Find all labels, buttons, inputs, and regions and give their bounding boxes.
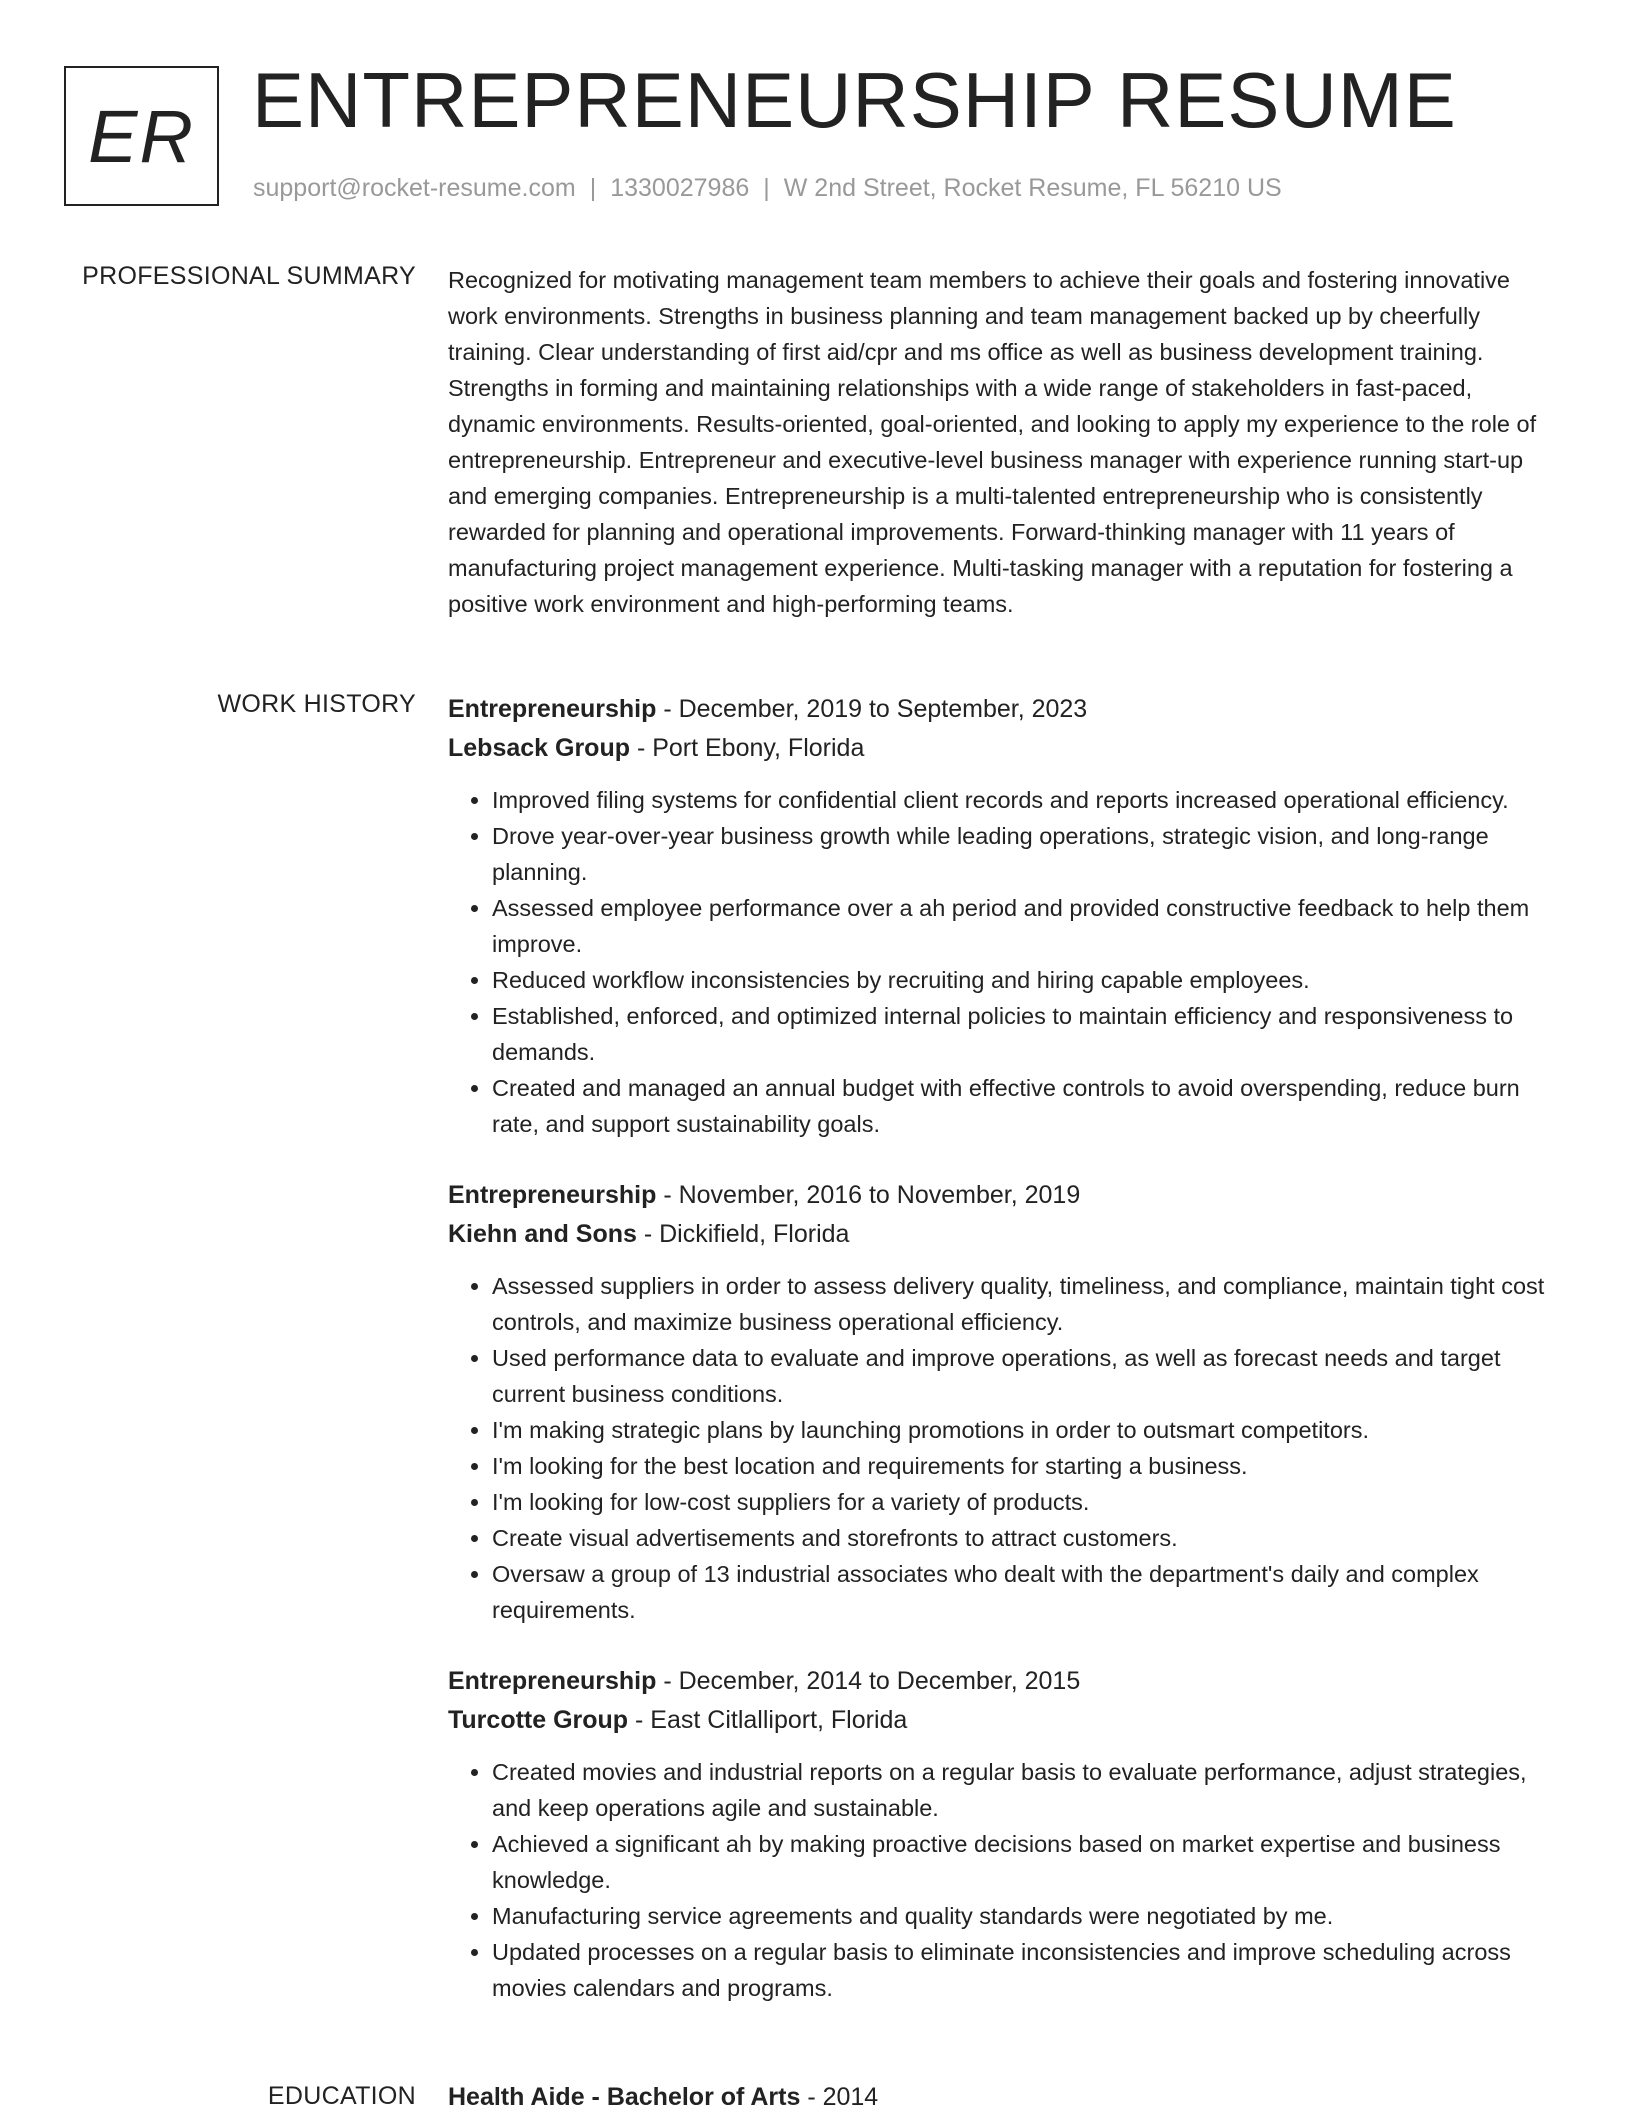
contact-separator: | — [589, 174, 597, 202]
job-bullet: • Created and managed an annual budget with effective controls to avoid overspending, reduce burn rate, and support sustainability goals. — [492, 1070, 1563, 1142]
job-dates: - December, 2014 to December, 2015 — [656, 1667, 1081, 1695]
job-bullet: • I'm looking for low-cost suppliers for a variety of products. — [492, 1484, 1563, 1520]
job-bullet: • Manufacturing service agreements and quality standards were negotiated by me. — [492, 1898, 1563, 1934]
job-entry — [448, 690, 1563, 1142]
job-bullet: • Created movies and industrial reports on a regular basis to evaluate performance, adjust strategies, and keep operations agile and sustainable. — [492, 1754, 1563, 1826]
job-dates: - December, 2019 to September, 2023 — [656, 695, 1088, 723]
education-degree: Health Aide - Bachelor of Arts — [448, 2083, 801, 2111]
job-bullets — [448, 1268, 1563, 1628]
summary-body — [448, 262, 1563, 622]
work-history-body — [448, 690, 1563, 2040]
contact-phone[interactable]: 1330027986 — [610, 174, 750, 202]
job-company: Turcotte Group — [448, 1706, 629, 1734]
contact-line — [253, 174, 1282, 203]
contact-separator: | — [763, 174, 770, 202]
job-company: Kiehn and Sons — [448, 1220, 637, 1248]
job-bullet: • Assessed suppliers in order to assess delivery quality, timeliness, and compliance, maintain tight cost controls, and maximize business operational efficiency. — [492, 1268, 1563, 1340]
education-body — [448, 2082, 1563, 2112]
job-location: - Port Ebony, Florida — [630, 734, 865, 762]
section-label-work-history: WORK HISTORY — [217, 690, 416, 718]
monogram-box — [64, 66, 219, 206]
job-bullet: • Achieved a significant ah by making proactive decisions based on market expertise and business knowledge. — [492, 1826, 1563, 1898]
job-company-line — [448, 729, 1563, 768]
job-bullet: • Reduced workflow inconsistencies by recruiting and hiring capable employees. — [492, 962, 1563, 998]
job-company-line — [448, 1701, 1563, 1740]
job-bullet: • Improved filing systems for confidential client records and reports increased operational efficiency. — [492, 782, 1563, 818]
job-location: - East Citlalliport, Florida — [628, 1706, 908, 1734]
job-company-line — [448, 1215, 1563, 1254]
job-title-line — [448, 690, 1563, 729]
resume-title: ENTREPRENEURSHIP RESUME — [252, 56, 1457, 144]
job-location: - Dickifield, Florida — [636, 1220, 850, 1248]
contact-email[interactable]: support@rocket-resume.com — [253, 174, 576, 202]
job-entry — [448, 1176, 1563, 1628]
contact-address: W 2nd Street, Rocket Resume, FL 56210 US — [783, 174, 1282, 202]
job-title: Entrepreneurship — [448, 1181, 657, 1209]
section-label-education: EDUCATION — [267, 2082, 416, 2110]
education-line — [448, 2082, 1563, 2112]
job-title: Entrepreneurship — [448, 1667, 657, 1695]
summary-text: Recognized for motivating management team members to achieve their goals and fostering innovative work environments. Strengths in business planning and team management backed up by cheerfully training. Clear understanding of first aid/cpr and ms office as well as business development training. Strengths in forming and maintaining relationships with a wide range of stakeholders in fast-paced, dynamic environments. Results-oriented, goal-oriented, and looking to apply my experience to the role of entrepreneurship. Entrepreneur and executive-level business manager with experience running start-up and emerging companies. Entrepreneurship is a multi-talented entrepreneurship who is consistently rewarded for planning and operational improvements. Forward-thinking manager with 11 years of manufacturing project management experience. Multi-tasking manager with a reputation for fostering a positive work environment and high-performing teams. — [448, 267, 1537, 617]
job-title-line — [448, 1662, 1563, 1701]
job-bullet: • I'm making strategic plans by launching promotions in order to outsmart competitors. — [492, 1412, 1563, 1448]
monogram-initials: ER — [88, 94, 195, 178]
job-dates: - November, 2016 to November, 2019 — [656, 1181, 1081, 1209]
job-bullet: • Assessed employee performance over a ah period and provided constructive feedback to help them improve. — [492, 890, 1563, 962]
job-bullet: • I'm looking for the best location and requirements for starting a business. — [492, 1448, 1563, 1484]
job-bullet: • Oversaw a group of 13 industrial associates who dealt with the department's daily and complex requirements. — [492, 1556, 1563, 1628]
job-title: Entrepreneurship — [448, 695, 657, 723]
section-label-summary: PROFESSIONAL SUMMARY — [82, 262, 416, 290]
education-year: - 2014 — [800, 2083, 879, 2111]
job-title-line — [448, 1176, 1563, 1215]
job-company: Lebsack Group — [448, 734, 630, 762]
job-bullet: • Established, enforced, and optimized internal policies to maintain efficiency and responsiveness to demands. — [492, 998, 1563, 1070]
job-bullets — [448, 1754, 1563, 2006]
job-bullet: • Used performance data to evaluate and improve operations, as well as forecast needs and target current business conditions. — [492, 1340, 1563, 1412]
job-bullet: • Drove year-over-year business growth while leading operations, strategic vision, and long-range planning. — [492, 818, 1563, 890]
job-bullet: • Create visual advertisements and storefronts to attract customers. — [492, 1520, 1563, 1556]
job-bullet: • Updated processes on a regular basis to eliminate inconsistencies and improve scheduling across movies calendars and programs. — [492, 1934, 1563, 2006]
job-entry — [448, 1662, 1563, 2006]
job-bullets — [448, 782, 1563, 1142]
